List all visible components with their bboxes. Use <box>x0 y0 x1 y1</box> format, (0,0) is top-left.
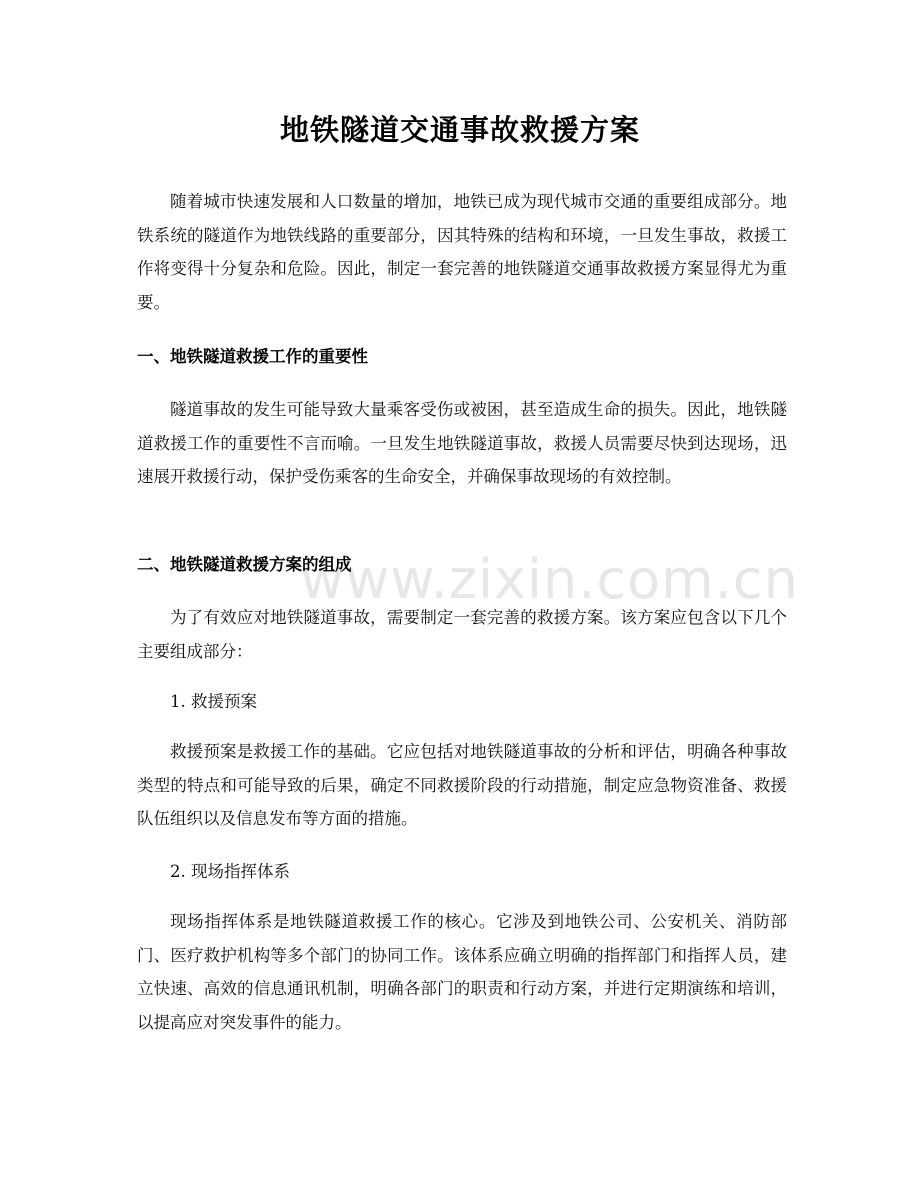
section-2-heading: 二、地铁隧道救援方案的组成 <box>137 555 352 574</box>
section-2-paragraph: 为了有效应对地铁隧道事故，需要制定一套完善的救援方案。该方案应包含以下几个主要组成部分： <box>137 608 787 661</box>
subsection-1-label: 1. 救援预案 <box>170 692 257 711</box>
subsection-2-label: 2. 现场指挥体系 <box>170 862 290 881</box>
intro-paragraph: 随着城市快速发展和人口数量的增加，地铁已成为现代城市交通的重要组成部分。地铁系统的隧道作为地铁线路的重要部分，因其特殊的结构和环境，一旦发生事故，救援工作将变得十分复杂和危险。因此，制定一套完善的地铁隧道交通事故救援方案显得尤为重要。 <box>137 192 787 312</box>
subsection-2-paragraph: 现场指挥体系是地铁隧道救援工作的核心。它涉及到地铁公司、公安机关、消防部门、医疗救护机构等多个部门的协同工作。该体系应确立明确的指挥部门和指挥人员，建立快速、高效的信息通讯机制，明确各部门的职责和行动方案，并进行定期演练和培训，以提高应对突发事件的能力。 <box>137 912 787 1032</box>
subsection-1-paragraph: 救援预案是救援工作的基础。它应包括对地铁隧道事故的分析和评估，明确各种事故类型的特点和可能导致的后果，确定不同救援阶段的行动措施，制定应急物资准备、救援队伍组织以及信息发布等方面的措施。 <box>137 742 787 828</box>
watermark: www.zixin.com.cn <box>300 548 799 611</box>
section-1-paragraph: 隧道事故的发生可能导致大量乘客受伤或被困，甚至造成生命的损失。因此，地铁隧道救援工作的重要性不言而喻。一旦发生地铁隧道事故，救援人员需要尽快到达现场，迅速展开救援行动，保护受伤乘客的生命安全，并确保事故现场的有效控制。 <box>137 400 787 486</box>
document-title: 地铁隧道交通事故救援方案 <box>279 113 640 147</box>
section-1-heading: 一、地铁隧道救援工作的重要性 <box>137 347 368 366</box>
